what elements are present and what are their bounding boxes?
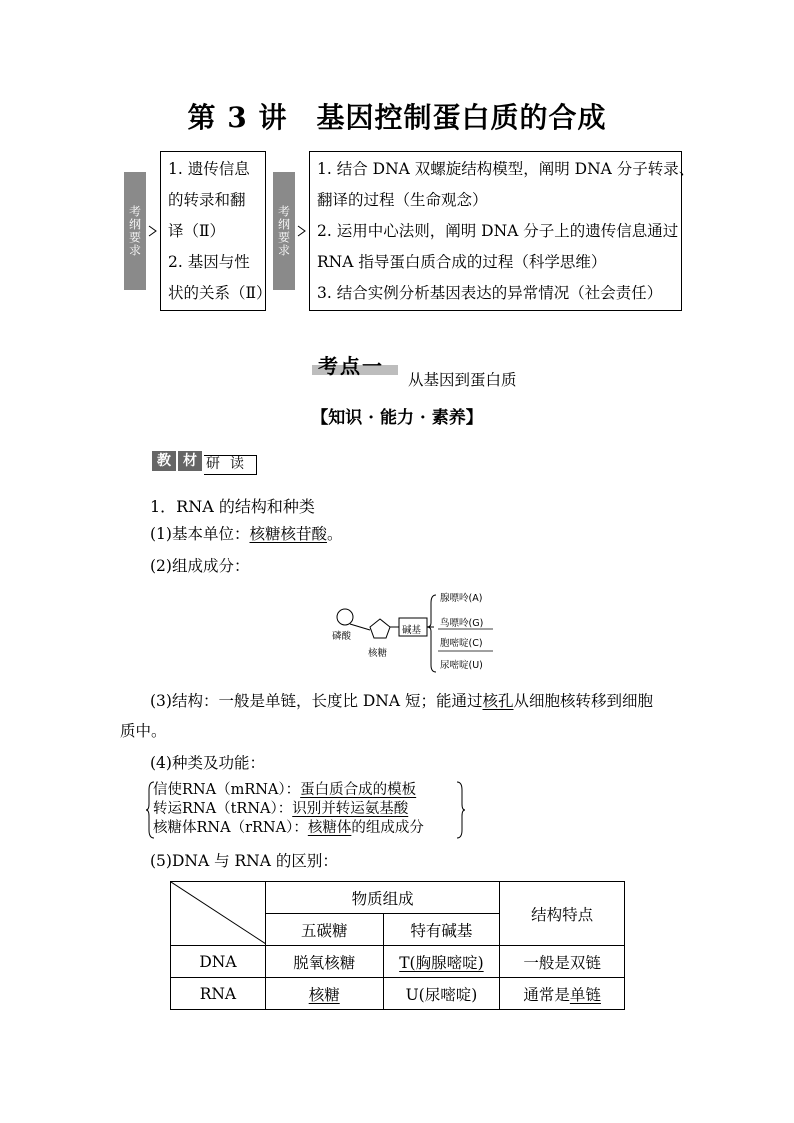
table-row — [171, 946, 625, 978]
badge-char: 教 — [152, 451, 176, 471]
rna-type-name: 转运RNA（tRNA）： — [153, 801, 293, 817]
base-item: 尿嘧啶(U) — [440, 660, 483, 671]
outline-right-box — [309, 151, 695, 311]
para-text: (1)基本单位： — [150, 525, 250, 543]
outline-left-box — [160, 151, 272, 311]
answer-blank: T(胸腺嘧啶) — [399, 953, 484, 972]
answer-blank: 识别并转运氨基酸 — [292, 801, 409, 817]
header-sugar: 五碳糖 — [265, 914, 383, 946]
badge-char: 材 — [178, 451, 202, 471]
diagonal-line — [171, 882, 266, 944]
answer-blank: 蛋白质合成的模板 — [300, 782, 417, 798]
outline-right-line: 3. 结合实例分析基因表达的异常情况（社会责任） — [317, 284, 663, 302]
outline-right-line: 1. 结合 DNA 双螺旋结构模型，阐明 DNA 分子转录、 — [317, 160, 695, 178]
para-text: (3)结构：一般是单链，长度比 DNA 短；能通过 — [150, 692, 483, 710]
section-heading: 1．RNA 的结构和种类 — [150, 497, 315, 516]
rna-type-rest: 的组成成分 — [351, 820, 424, 836]
ribose-label: 核糖 — [368, 648, 388, 659]
header-structure: 结构特点 — [500, 882, 625, 946]
chevron-right-icon — [146, 224, 160, 238]
para-structure — [150, 691, 653, 711]
para-composition: (2)组成成分： — [150, 557, 250, 575]
kaodian-label: 考点一 — [318, 354, 384, 378]
answer-blank: 单链 — [569, 985, 601, 1004]
outline-right-line: 2. 运用中心法则，阐明 DNA 分子上的遗传信息通过 — [317, 222, 679, 240]
outline-left-line: 译（Ⅱ） — [168, 222, 226, 240]
para-basic-unit — [150, 524, 343, 544]
table-cell — [500, 978, 625, 1010]
table-cell: 脱氧核糖 — [265, 946, 383, 978]
table-cell — [265, 978, 383, 1010]
rna-type-row — [153, 800, 424, 819]
base-item: 鸟嘌呤(G) — [440, 618, 484, 629]
table-cell: U(尿嘧啶) — [383, 978, 500, 1010]
phosphate-label: 磷酸 — [332, 631, 352, 642]
table-row — [171, 978, 625, 1010]
answer-blank: 核糖 — [308, 985, 340, 1004]
rna-type-name: 信使RNA（mRNA）： — [153, 782, 301, 798]
rna-types-list — [153, 781, 424, 838]
para-types: (4)种类及功能： — [150, 754, 265, 772]
header-base: 特有碱基 — [383, 914, 500, 946]
base-item: 腺嘌呤(A) — [440, 593, 483, 604]
badge-char: 研 — [206, 456, 220, 472]
header-composition: 物质组成 — [265, 882, 499, 914]
page-title: 第 3 讲 基因控制蛋白质的合成 — [187, 101, 607, 134]
para-text: 。 — [326, 525, 343, 543]
base-label: 碱基 — [402, 625, 422, 636]
dna-rna-table — [170, 881, 625, 1010]
row-label: RNA — [171, 978, 266, 1010]
answer-blank: 核糖体 — [307, 820, 352, 836]
row-label: DNA — [171, 946, 266, 978]
kaodian-title: 从基因到蛋白质 — [408, 371, 517, 389]
para-structure-cont: 质中。 — [120, 722, 167, 740]
diagonal-header-cell — [171, 882, 266, 946]
nucleotide-diagram — [328, 585, 498, 677]
outline-right-line: 翻译的过程（生命观念） — [317, 191, 488, 209]
outline-tag-left: 考纲要求 — [124, 172, 146, 290]
para-text: 从细胞核转移到细胞 — [513, 692, 654, 710]
rna-type-row — [153, 819, 424, 838]
cell-text: 通常是 — [523, 985, 570, 1004]
answer-blank: 核糖核苷酸 — [249, 525, 327, 543]
table-header-row — [171, 882, 625, 914]
table-cell — [383, 946, 500, 978]
outline-left-line: 1. 遗传信息 — [168, 160, 250, 178]
table-cell: 一般是双链 — [500, 946, 625, 978]
outline-left-line: 2. 基因与性 — [168, 253, 250, 271]
badge-char: 读 — [230, 456, 244, 472]
para-difference: (5)DNA 与 RNA 的区别： — [150, 852, 338, 870]
base-item: 胞嘧啶(C) — [440, 638, 483, 649]
outline-right-line: RNA 指导蛋白质合成的过程（科学思维） — [317, 253, 607, 271]
jiaocai-badge — [152, 451, 260, 475]
rna-type-row — [153, 781, 424, 800]
chevron-right-icon — [295, 224, 309, 238]
section-subtitle: 【知识 · 能力 · 素养】 — [311, 408, 483, 428]
answer-blank: 核孔 — [482, 692, 514, 710]
outline-left-line: 状的关系（Ⅱ） — [168, 284, 272, 302]
rna-type-name: 核糖体RNA（rRNA）： — [153, 820, 308, 836]
outline-tag-right: 考纲要求 — [273, 172, 295, 290]
outline-left-line: 的转录和翻 — [168, 191, 246, 209]
right-brace — [455, 780, 465, 840]
